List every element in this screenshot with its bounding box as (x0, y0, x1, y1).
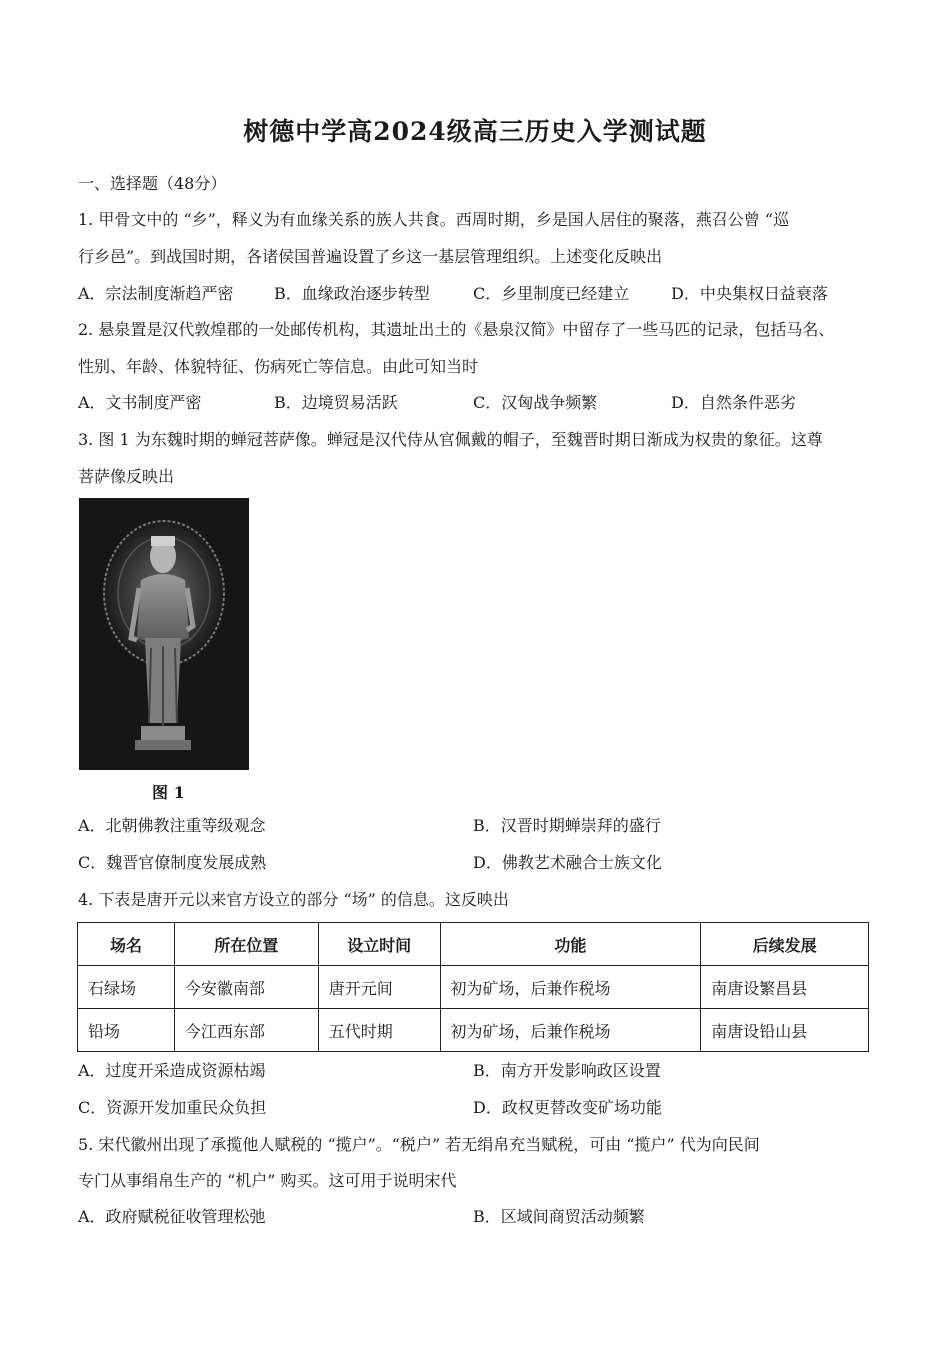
question-1-option-c: C．乡里制度已经建立 (473, 284, 630, 303)
table-cell: 今江西东部 (174, 1009, 318, 1052)
table-header-row (78, 923, 869, 966)
table-cell: 南唐设铅山县 (701, 1009, 869, 1052)
table-cell: 南唐设繁昌县 (701, 966, 869, 1009)
question-5-option-b: B．区域间商贸活动频繁 (473, 1207, 645, 1226)
table-cell: 铅场 (78, 1009, 175, 1052)
question-2-stem-line1: 2. 悬泉置是汉代敦煌郡的一处邮传机构，其遗址出土的《悬泉汉简》中留存了一些马匹的记录，包括马名、 (78, 320, 835, 339)
table-header-cell: 功能 (440, 923, 701, 966)
exam-title: 树德中学高2024级高三历史入学测试题 (243, 117, 707, 146)
statue-illustration (79, 498, 249, 770)
table-row (78, 966, 869, 1009)
bodhisattva-statue-image (79, 498, 249, 770)
question-2-option-b: B．边境贸易活跃 (274, 393, 398, 412)
question-4-option-c: C．资源开发加重民众负担 (78, 1098, 267, 1117)
table-row (78, 1009, 869, 1052)
question-1-option-d: D．中央集权日益衰落 (671, 284, 828, 303)
question-2-stem-line2: 性别、年龄、体貌特征、伤病死亡等信息。由此可知当时 (78, 357, 479, 376)
question-1-option-a: A．宗法制度渐趋严密 (78, 284, 234, 303)
question-2-option-d: D．自然条件恶劣 (671, 393, 796, 412)
question-3-stem-line2: 菩萨像反映出 (78, 467, 175, 486)
question-3-option-a: A．北朝佛教注重等级观念 (78, 816, 266, 835)
question-3-option-c: C．魏晋官僚制度发展成熟 (78, 853, 267, 872)
table-header-cell: 设立时间 (318, 923, 440, 966)
table-header-cell: 后续发展 (701, 923, 869, 966)
table-header-cell: 所在位置 (174, 923, 318, 966)
question-5-stem-line2: 专门从事绢帛生产的 “机户” 购买。这可用于说明宋代 (78, 1171, 457, 1190)
table-header-cell: 场名 (78, 923, 175, 966)
question-5-stem-line1: 5. 宋代徽州出现了承揽他人赋税的 “揽户”。“税户” 若无绢帛充当赋税，可由 “揽户” 代为向民间 (78, 1135, 760, 1154)
figure-caption: 图 1 (152, 783, 185, 802)
section-heading: 一、选择题（48分） (78, 174, 227, 193)
table-cell: 五代时期 (318, 1009, 440, 1052)
table-cell: 唐开元间 (318, 966, 440, 1009)
question-3-option-d: D．佛教艺术融合士族文化 (473, 853, 662, 872)
question-4-stem: 4. 下表是唐开元以来官方设立的部分 “场” 的信息。这反映出 (78, 890, 509, 909)
question-5-option-a: A．政府赋税征收管理松弛 (78, 1207, 266, 1226)
table-cell: 初为矿场，后兼作税场 (440, 966, 701, 1009)
question-4-option-a: A．过度开采造成资源枯竭 (78, 1061, 266, 1080)
table-cell: 初为矿场，后兼作税场 (440, 1009, 701, 1052)
question-2-option-c: C．汉匈战争频繁 (473, 393, 598, 412)
table-cell: 石绿场 (78, 966, 175, 1009)
question-1-option-b: B．血缘政治逐步转型 (274, 284, 430, 303)
table-cell: 今安徽南部 (174, 966, 318, 1009)
field-info-table (77, 922, 869, 1052)
question-3-stem-line1: 3. 图 1 为东魏时期的蝉冠菩萨像。蝉冠是汉代侍从官佩戴的帽子，至魏晋时期日渐成为权贵的象征。这尊 (78, 430, 823, 449)
question-4-option-b: B．南方开发影响政区设置 (473, 1061, 661, 1080)
question-1-stem-line2: 行乡邑”。到战国时期，各诸侯国普遍设置了乡这一基层管理组织。上述变化反映出 (78, 247, 663, 266)
question-3-option-b: B．汉晋时期蝉崇拜的盛行 (473, 816, 661, 835)
question-1-stem-line1: 1. 甲骨文中的 “乡”，释义为有血缘关系的族人共食。西周时期，乡是国人居住的聚落，燕召公曾 “巡 (78, 210, 790, 229)
question-2-option-a: A．文书制度严密 (78, 393, 202, 412)
question-4-option-d: D．政权更替改变矿场功能 (473, 1098, 662, 1117)
